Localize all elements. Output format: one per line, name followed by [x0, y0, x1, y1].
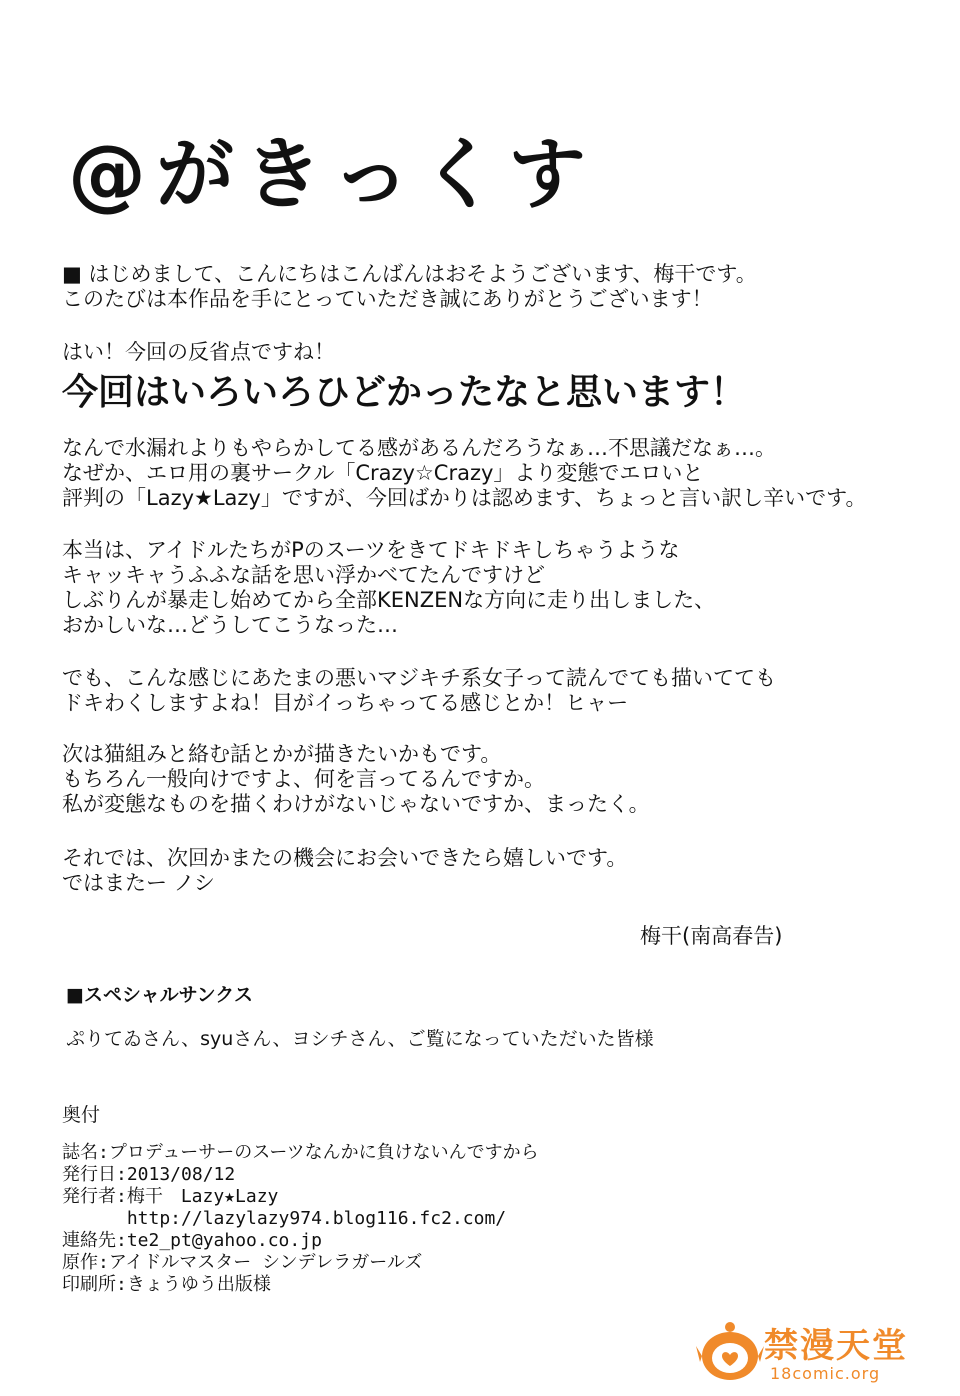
- watermark-name: 禁漫天堂: [764, 1326, 908, 1366]
- colophon-original-row: 原作:アイドルマスター シンデレラガールズ: [62, 1252, 423, 1273]
- special-thanks-heading: ■スペシャルサンクス: [66, 984, 254, 1006]
- text-line: 次は猫組みと絡む話とかが描きたいかもです。: [62, 742, 502, 766]
- text-line: もちろん一般向けですよ、何を言ってるんですか。: [62, 767, 545, 791]
- paragraph-2: [62, 538, 715, 638]
- paragraph-1: [62, 436, 867, 511]
- special-thanks-body: ぷりてゐさん、syuさん、ヨシチさん、ご覧になっていただいた皆様: [66, 1028, 654, 1050]
- paragraph-4: [62, 742, 650, 817]
- text-line: ドキわくしますよね！目がイっちゃってる感じとか！ヒャー: [62, 691, 629, 715]
- reflection-headline: 今回はいろいろひどかったなと思います！: [62, 372, 747, 413]
- text-line: キャッキャうふふな話を思い浮かべてたんですけど: [62, 563, 545, 587]
- colophon-title-row: 誌名:プロデューサーのスーツなんかに負けないんですから: [62, 1142, 539, 1163]
- text-line: 私が変態なものを描くわけがないじゃないですか、まったく。: [62, 792, 650, 816]
- text-line: ではまたー ノシ: [62, 871, 215, 895]
- watermark-url: 18comic.org: [770, 1364, 881, 1383]
- colophon-heading: 奥付: [62, 1104, 101, 1126]
- reflection-lead: はい！今回の反省点ですね！: [62, 340, 335, 364]
- text-line: それでは、次回かまたの機会にお会いできたら嬉しいです。: [62, 846, 628, 870]
- text-line: このたびは本作品を手にとっていただき誠にありがとうございます！: [62, 287, 713, 311]
- intro-paragraph: [62, 262, 757, 312]
- author-signature: 梅干(南高春告): [640, 924, 783, 948]
- page-title: @がきっくす: [68, 130, 597, 220]
- text-line: しぶりんが暴走し始めてから全部KENZENな方向に走り出しました、: [62, 588, 716, 612]
- colophon-contact-row: 連絡先:te2_pt@yahoo.co.jp: [62, 1230, 322, 1251]
- colophon-date-row: 発行日:2013/08/12: [62, 1164, 236, 1185]
- text-line: なんで水漏れよりもやらかしてる感があるんだろうなぁ…不思議だなぁ…。: [62, 436, 776, 460]
- colophon-printer-row: 印刷所:きょうゆう出版様: [62, 1274, 271, 1295]
- paragraph-3: [62, 666, 776, 716]
- text-line: ■ はじめまして、こんにちはこんばんはおそようございます、梅干です。: [62, 262, 757, 286]
- text-line: 評判の「Lazy★Lazy」ですが、今回ばかりは認めます、ちょっと言い訳し辛いです。: [62, 486, 867, 510]
- colophon-publisher-row: 発行者:梅干 Lazy★Lazy: [62, 1186, 279, 1207]
- text-line: でも、こんな感じにあたまの悪いマジキチ系女子って読んでても描いてても: [62, 666, 776, 690]
- text-line: おかしいな…どうしてこうなった…: [62, 613, 398, 637]
- colophon-url-row: http://lazylazy974.blog116.fc2.com/: [62, 1208, 507, 1229]
- text-line: 本当は、アイドルたちがPのスーツをきてドキドキしちゃうような: [62, 538, 680, 562]
- text-line: なぜか、エロ用の裏サークル「Crazy☆Crazy」より変態でエロいと: [62, 461, 704, 485]
- paragraph-5: [62, 846, 627, 896]
- colophon: [62, 1142, 539, 1296]
